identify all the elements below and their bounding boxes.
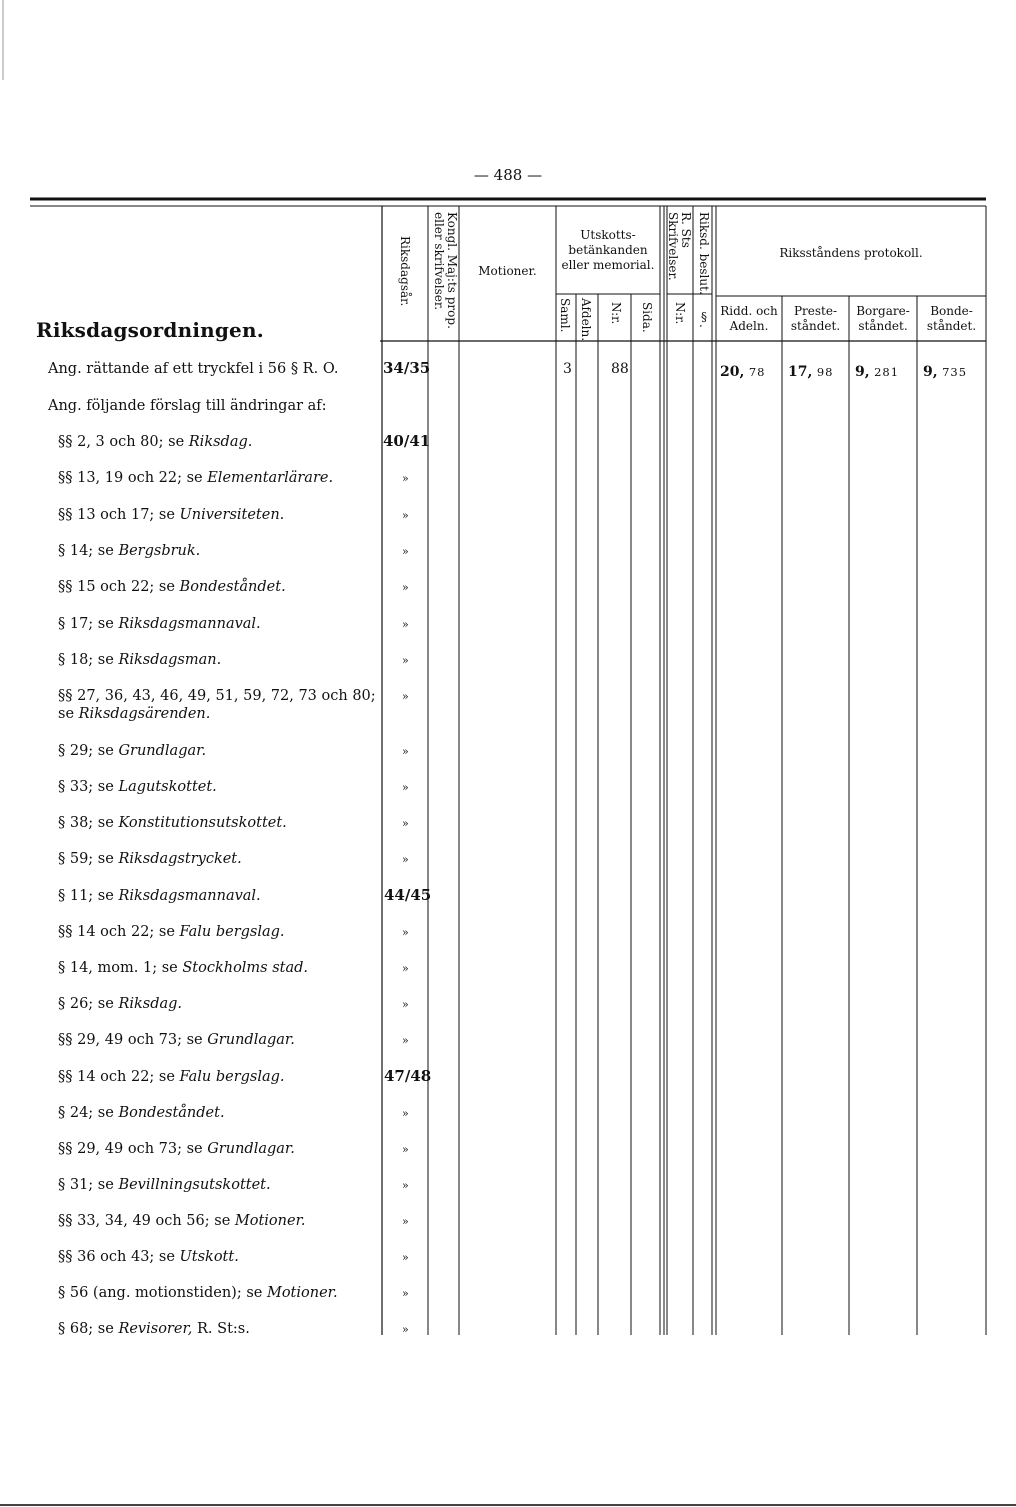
- table-row: § 59; se Riksdagstrycket.: [58, 851, 242, 867]
- header-rsts-nr: N:r.: [673, 302, 687, 325]
- table-row: § 17; se Riksdagsmannaval.: [58, 616, 261, 632]
- header-protokoll-group: Riksståndens protokoll.: [779, 246, 923, 260]
- row-year: »: [402, 745, 409, 758]
- table-row: § 68; se Revisorer, R. St:s.: [58, 1321, 250, 1337]
- row-year: »: [402, 1034, 409, 1047]
- page-number: — 488 —: [473, 166, 543, 184]
- table-row: § 56 (ang. motionstiden); se Motioner.: [58, 1285, 338, 1301]
- header-kongl: Kongl. Maj:ts prop. eller skrifvelser.: [432, 212, 459, 329]
- table-row: § 29; se Grundlagar.: [58, 743, 207, 759]
- row-saml: 3: [563, 361, 572, 377]
- table-row: § 14; se Bergsbruk.: [58, 543, 201, 559]
- row-year: »: [402, 654, 409, 667]
- header-utskott-group: Utskotts- betänkanden eller memorial.: [561, 228, 655, 272]
- table-row: Ang. rättande af ett tryckfel i 56 § R. O.: [48, 361, 339, 377]
- table-row: §§ 29, 49 och 73; se Grundlagar.: [58, 1141, 295, 1157]
- row-year: »: [402, 1251, 409, 1264]
- row-year: 47/48: [384, 1067, 432, 1085]
- header-utskott-nr: N:r.: [609, 302, 623, 325]
- row-year: 34/35: [383, 359, 431, 377]
- row-year: »: [402, 962, 409, 975]
- table-row: §§ 29, 49 och 73; se Grundlagar.: [58, 1032, 295, 1048]
- header-bonde: Bonde- ståndet.: [926, 304, 977, 333]
- table-row: § 33; se Lagutskottet.: [58, 779, 217, 795]
- header-ridd: Ridd. och Adeln.: [720, 304, 778, 333]
- header-riksdagsar: Riksdagsår.: [398, 236, 412, 307]
- section-title: Riksdagsordningen.: [36, 318, 264, 342]
- table-row: § 31; se Bevillningsutskottet.: [58, 1177, 271, 1193]
- row-year: »: [402, 998, 409, 1011]
- header-rsts-skrifvelser: R. Sts Skrifvelser.: [666, 212, 693, 281]
- table-row: §§ 13 och 17; se Universiteten.: [58, 507, 285, 523]
- row-borgare: 9, 281: [855, 364, 900, 380]
- header-utskott-saml: Saml.: [558, 298, 572, 333]
- row-year: 44/45: [384, 886, 432, 904]
- table-row: § 14, mom. 1; se Stockholms stad.: [58, 960, 309, 976]
- row-year: »: [402, 1287, 409, 1300]
- table-row: §§ 14 och 22; se Falu bergslag.: [58, 1069, 285, 1085]
- header-riksd-beslut: Riksd. beslut.: [697, 212, 711, 295]
- table-row: Ang. följande förslag till ändringar af:: [48, 398, 327, 414]
- row-year: »: [402, 1143, 409, 1156]
- table-row: §§ 14 och 22; se Falu bergslag.: [58, 924, 285, 940]
- row-year: »: [402, 472, 409, 485]
- row-year: »: [402, 1179, 409, 1192]
- header-preste: Preste- ståndet.: [790, 304, 841, 333]
- row-nr: 88: [611, 361, 629, 377]
- row-year: »: [402, 1323, 409, 1336]
- table-row: § 11; se Riksdagsmannaval.: [58, 888, 261, 904]
- row-bonde: 9, 735: [923, 364, 968, 380]
- header-utskott-sida: Sida.: [640, 302, 654, 333]
- header-riksd-paragraph: §.: [697, 310, 711, 328]
- table-row: § 24; se Bondeståndet.: [58, 1105, 225, 1121]
- row-preste: 17, 98: [788, 364, 834, 380]
- header-utskott-afdeln: Afdeln.: [579, 298, 593, 342]
- row-year: »: [402, 690, 409, 703]
- row-year: »: [402, 1215, 409, 1228]
- table-row: §§ 15 och 22; se Bondeståndet.: [58, 579, 286, 595]
- table-row: §§ 13, 19 och 22; se Elementarlärare.: [58, 470, 334, 486]
- row-year: »: [402, 509, 409, 522]
- row-year: »: [402, 618, 409, 631]
- table-row: §§ 36 och 43; se Utskott.: [58, 1249, 239, 1265]
- table-row: §§ 27, 36, 43, 46, 49, 51, 59, 72, 73 och 80; se Riksdagsärenden.: [58, 688, 376, 722]
- row-year: »: [402, 781, 409, 794]
- row-year: »: [402, 817, 409, 830]
- table-row: § 18; se Riksdagsman.: [58, 652, 222, 668]
- header-motioner: Motioner.: [478, 264, 537, 278]
- row-ridd: 20, 78: [720, 364, 766, 380]
- table-row: §§ 2, 3 och 80; se Riksdag.: [58, 434, 253, 450]
- row-year: »: [402, 926, 409, 939]
- row-year: »: [402, 545, 409, 558]
- table-row: § 26; se Riksdag.: [58, 996, 183, 1012]
- table-row: § 38; se Konstitutionsutskottet.: [58, 815, 287, 831]
- row-year: »: [402, 853, 409, 866]
- table-row: §§ 33, 34, 49 och 56; se Motioner.: [58, 1213, 306, 1229]
- row-year: »: [402, 581, 409, 594]
- row-year: »: [402, 1107, 409, 1120]
- row-year: 40/41: [383, 432, 431, 450]
- header-borgare: Borgare- ståndet.: [856, 304, 910, 333]
